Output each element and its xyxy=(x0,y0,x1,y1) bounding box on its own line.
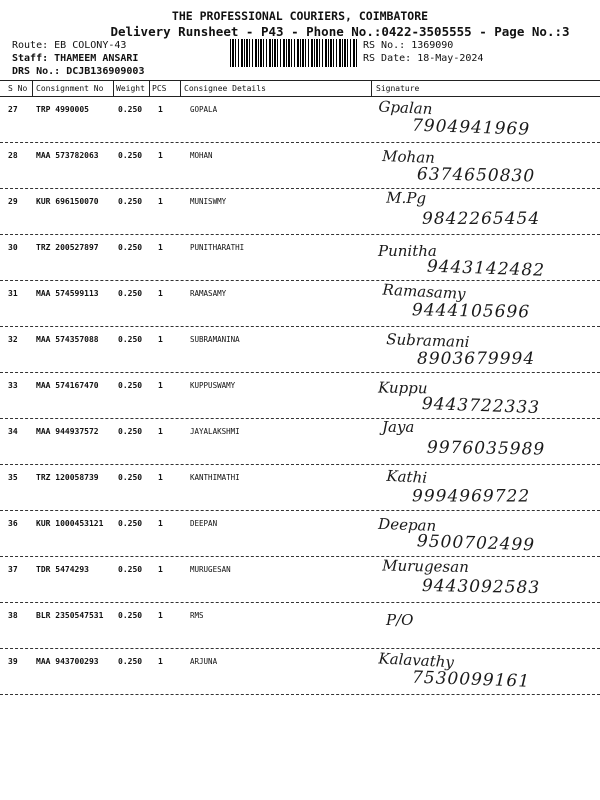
cell-pcs: 1 xyxy=(158,105,163,114)
col-divider xyxy=(180,80,181,96)
handwritten-signature xyxy=(370,419,595,465)
cell-pcs: 1 xyxy=(158,657,163,666)
signature-name: Kuppu xyxy=(377,378,428,398)
signature-name: Jaya xyxy=(382,418,415,436)
signature-name: Murugesan xyxy=(382,556,469,577)
signature-name: Subramani xyxy=(385,330,470,352)
runsheet-subtitle: Delivery Runsheet - P43 - Phone No.:0422-3505555 - Page No.:3 xyxy=(110,24,570,39)
cell-consignment: MAA 574599113 xyxy=(36,289,99,298)
drs-line xyxy=(12,66,144,77)
cell-sno: 30 xyxy=(8,243,18,252)
cell-pcs: 1 xyxy=(158,611,163,620)
cell-weight: 0.250 xyxy=(118,427,143,436)
signature-name: P/O xyxy=(386,611,414,629)
table-row xyxy=(0,649,600,695)
route-line xyxy=(12,40,126,51)
rs-no-line xyxy=(363,40,453,51)
handwritten-signature xyxy=(370,97,595,143)
handwritten-signature xyxy=(370,235,595,281)
handwritten-signature xyxy=(370,557,595,603)
cell-consignment: MAA 943700293 xyxy=(36,657,99,666)
signature xyxy=(370,557,595,603)
signature xyxy=(370,189,595,235)
signature-name: Kathi xyxy=(385,466,428,487)
table-row xyxy=(0,327,600,373)
signature-phone: 9443722333 xyxy=(421,393,541,419)
cell-pcs: 1 xyxy=(158,197,163,206)
cell-consignee: KUPPUSWAMY xyxy=(190,381,236,390)
cell-consignment: MAA 944937572 xyxy=(36,427,99,436)
cell-consignee: GOPALA xyxy=(190,105,218,114)
signature-phone: 7904941969 xyxy=(411,115,531,140)
cell-sno: 36 xyxy=(8,519,18,528)
cell-sno: 27 xyxy=(8,105,18,114)
col-sno: S No xyxy=(8,84,28,93)
row-divider xyxy=(0,694,600,695)
cell-sno: 32 xyxy=(8,335,18,344)
handwritten-signature xyxy=(370,465,595,511)
signature-phone: 9842265454 xyxy=(422,209,541,229)
cell-weight: 0.250 xyxy=(118,611,143,620)
signature xyxy=(370,603,595,649)
cell-consignee: MURUGESAN xyxy=(190,565,231,574)
signature-name: Kalavathy xyxy=(378,649,455,672)
cell-consignee: MOHAN xyxy=(190,151,213,160)
table-row xyxy=(0,511,600,557)
cell-consignee: ARJUNA xyxy=(190,657,218,666)
drs-value: DCJB136909003 xyxy=(66,66,145,77)
cell-pcs: 1 xyxy=(158,335,163,344)
signature-phone: 7530099161 xyxy=(411,667,531,692)
cell-sno: 33 xyxy=(8,381,18,390)
signature-name: Gpalan xyxy=(378,97,433,119)
col-divider xyxy=(149,80,150,96)
cell-consignment: KUR 1000453121 xyxy=(36,519,104,528)
rs-date-line xyxy=(363,53,483,64)
cell-consignment: BLR 2350547531 xyxy=(36,611,104,620)
cell-pcs: 1 xyxy=(158,151,163,160)
rs-date-label: RS Date: xyxy=(363,53,412,64)
table-row xyxy=(0,97,600,143)
cell-weight: 0.250 xyxy=(118,197,143,206)
rs-no-value: 1369090 xyxy=(411,40,454,51)
signature xyxy=(370,143,595,189)
cell-sno: 35 xyxy=(8,473,18,482)
cell-pcs: 1 xyxy=(158,473,163,482)
cell-pcs: 1 xyxy=(158,289,163,298)
cell-consignment: MAA 574357088 xyxy=(36,335,99,344)
cell-consignment: TRZ 120058739 xyxy=(36,473,99,482)
staff-value: THAMEEM ANSARI xyxy=(54,53,139,64)
signature-name: Mohan xyxy=(381,147,436,167)
cell-weight: 0.250 xyxy=(118,289,143,298)
signature-phone: 9444105696 xyxy=(411,300,531,323)
col-weight: Weight xyxy=(116,84,145,93)
table-row xyxy=(0,419,600,465)
cell-sno: 37 xyxy=(8,565,18,574)
handwritten-signature xyxy=(370,281,595,327)
col-consignee: Consignee Details xyxy=(184,84,266,93)
signature xyxy=(370,235,595,281)
cell-pcs: 1 xyxy=(158,427,163,436)
table-row xyxy=(0,235,600,281)
barcode xyxy=(230,39,358,67)
cell-consignee: SUBRAMANINA xyxy=(190,335,240,344)
signature-phone: 9443092583 xyxy=(421,575,541,599)
staff-label: Staff: xyxy=(12,53,49,64)
cell-weight: 0.250 xyxy=(118,473,143,482)
company-title: THE PROFESSIONAL COURIERS, COIMBATORE xyxy=(171,9,429,23)
handwritten-signature xyxy=(370,649,595,695)
cell-pcs: 1 xyxy=(158,565,163,574)
signature xyxy=(370,465,595,511)
col-pcs: PCS xyxy=(152,84,167,93)
col-divider xyxy=(113,80,114,96)
signature-name: Deepan xyxy=(377,514,437,535)
cell-consignment: TDR 5474293 xyxy=(36,565,89,574)
table-row xyxy=(0,465,600,511)
cell-consignee: RMS xyxy=(190,611,204,620)
signature xyxy=(370,511,595,557)
handwritten-signature xyxy=(370,189,595,235)
cell-consignee: DEEPAN xyxy=(190,519,218,528)
cell-weight: 0.250 xyxy=(118,105,143,114)
signature-phone: 9976035989 xyxy=(426,437,546,460)
cell-sno: 38 xyxy=(8,611,18,620)
cell-pcs: 1 xyxy=(158,519,163,528)
col-divider xyxy=(371,80,372,96)
handwritten-signature xyxy=(370,327,595,373)
cell-weight: 0.250 xyxy=(118,381,143,390)
cell-consignee: MUNISWMY xyxy=(190,197,227,206)
cell-sno: 34 xyxy=(8,427,18,436)
table-row xyxy=(0,189,600,235)
signature xyxy=(370,373,595,419)
route-value: EB COLONY-43 xyxy=(54,40,127,51)
cell-consignment: TRZ 200527897 xyxy=(36,243,99,252)
cell-consignee: JAYALAKSHMI xyxy=(190,427,240,436)
signature xyxy=(370,419,595,465)
signature-name: Punitha xyxy=(378,242,437,260)
cell-weight: 0.250 xyxy=(118,151,143,160)
cell-pcs: 1 xyxy=(158,243,163,252)
table-row xyxy=(0,603,600,649)
table-row xyxy=(0,281,600,327)
cell-consignment: KUR 696150070 xyxy=(36,197,99,206)
signature-phone: 6374650830 xyxy=(416,164,536,187)
table-row xyxy=(0,143,600,189)
signature xyxy=(370,649,595,695)
cell-weight: 0.250 xyxy=(118,519,143,528)
cell-consignee: KANTHIMATHI xyxy=(190,473,240,482)
signature-phone: 9500702499 xyxy=(416,531,536,556)
cell-consignee: PUNITHARATHI xyxy=(190,243,245,252)
table-row xyxy=(0,373,600,419)
signature xyxy=(370,281,595,327)
cell-weight: 0.250 xyxy=(118,335,143,344)
cell-weight: 0.250 xyxy=(118,565,143,574)
table-row xyxy=(0,557,600,603)
signature-name: M.Pg xyxy=(386,188,427,208)
signature xyxy=(370,97,595,143)
rs-no-label: RS No.: xyxy=(363,40,406,51)
handwritten-signature xyxy=(370,603,595,649)
handwritten-signature xyxy=(370,143,595,189)
cell-sno: 29 xyxy=(8,197,18,206)
cell-sno: 28 xyxy=(8,151,18,160)
handwritten-signature xyxy=(370,511,595,557)
cell-consignee: RAMASAMY xyxy=(190,289,227,298)
cell-consignment: TRP 4990005 xyxy=(36,105,89,114)
signature-phone: 8903679994 xyxy=(417,349,536,369)
col-signature: Signature xyxy=(376,84,420,93)
route-label: Route: xyxy=(12,40,49,51)
signature-name: Ramasamy xyxy=(382,280,467,303)
signature-phone: 9994969722 xyxy=(412,486,531,507)
signature xyxy=(370,327,595,373)
rs-date-value: 18-May-2024 xyxy=(417,53,484,64)
table-header xyxy=(0,80,600,96)
handwritten-signature xyxy=(370,373,595,419)
col-consignment: Consignment No xyxy=(36,84,104,93)
cell-sno: 39 xyxy=(8,657,18,666)
col-divider xyxy=(32,80,33,96)
drs-label: DRS No.: xyxy=(12,66,61,77)
cell-pcs: 1 xyxy=(158,381,163,390)
cell-weight: 0.250 xyxy=(118,657,143,666)
cell-sno: 31 xyxy=(8,289,18,298)
signature-phone: 9443142482 xyxy=(426,256,546,281)
cell-consignment: MAA 573782063 xyxy=(36,151,99,160)
staff-line xyxy=(12,53,138,64)
cell-weight: 0.250 xyxy=(118,243,143,252)
cell-consignment: MAA 574167470 xyxy=(36,381,99,390)
